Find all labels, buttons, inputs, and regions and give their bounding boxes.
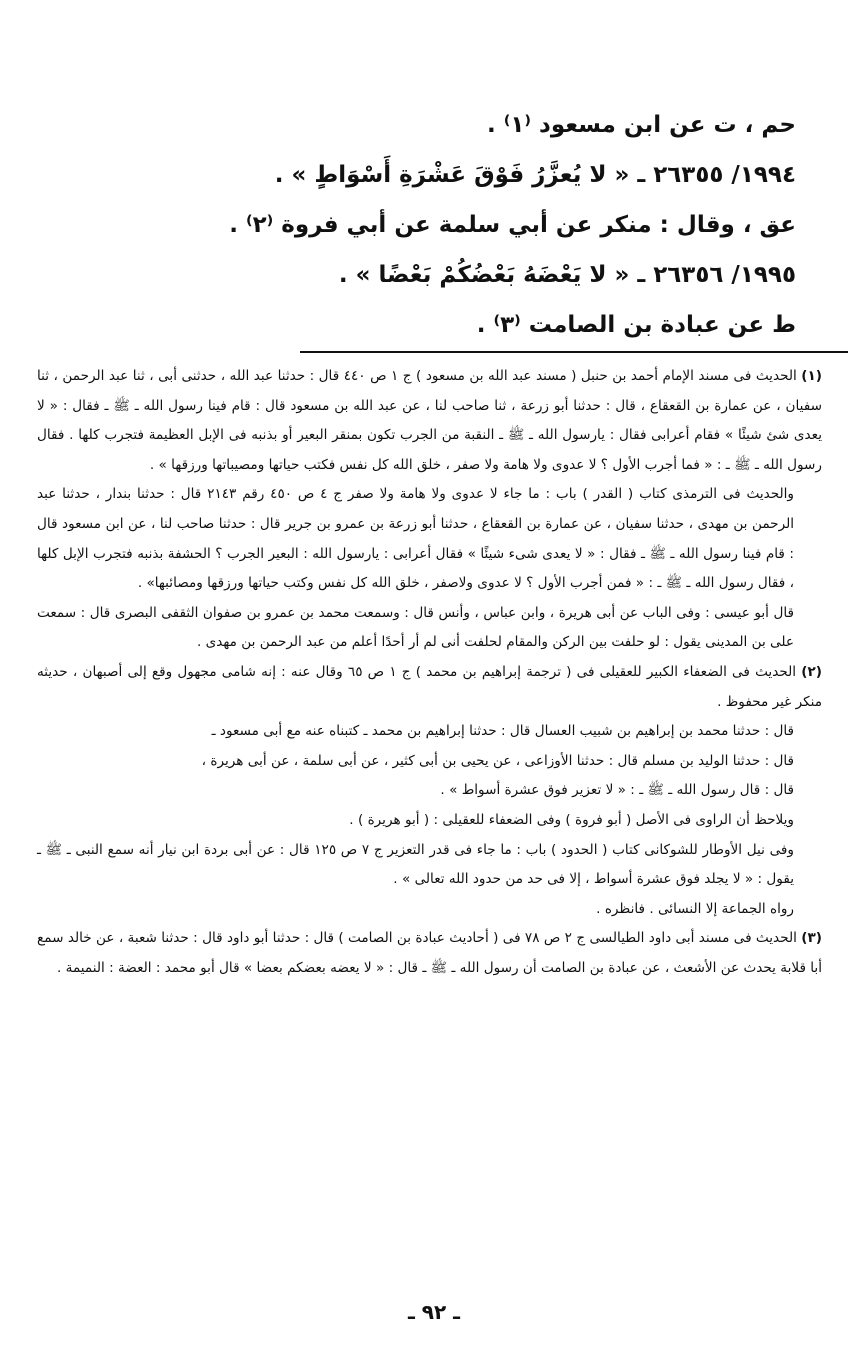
- footnote-text: قال : حدثنا الوليد بن مسلم قال : حدثنا الأوزاعى ، عن يحيى بن أبى كثير ، عن أبى سلمة ، عن أبى هريرة ،: [201, 752, 794, 769]
- footnote-divider: [300, 351, 848, 353]
- footnote-paragraph: [37, 776, 822, 806]
- footnote-text: الحديث فى الضعفاء الكبير للعقيلى فى ( ترجمة إبراهيم بن محمد ) ج ١ ص ٦٥ وقال عنه : إنه شامى مجهول وقع إلى أصبهان ، حديثه منكر غير محفوظ .: [37, 663, 822, 710]
- hadith-1994: ١٩٩٤/ ٢٦٣٥٥ ـ « لا يُعزَّرُ فَوْقَ عَشْرَةِ أَسْوَاطٍ » .: [274, 162, 796, 188]
- footnote-paragraph: [37, 717, 822, 747]
- footnote-text: وفى نيل الأوطار للشوكانى كتاب ( الحدود ) باب : ما جاء فى قدر التعزير ج ٧ ص ١٢٥ قال : عن أبى بردة ابن نيار أنه سمع النبى ـ ﷺ ـ يقول : « لا يجلد فوق عشرة أسواط ، إلا فى حد من حدود الله تعالى » .: [37, 841, 794, 888]
- main-line-source-2: عق ، وقال : منكر عن أبي سلمة عن أبي فروة ⁽٢⁾ .: [229, 212, 796, 238]
- footnote-marker: (٢): [801, 663, 822, 680]
- hadith-1995: ١٩٩٥/ ٢٦٣٥٦ ـ « لا يَعْضَهُ بَعْضُكُمْ بَعْضًا » .: [338, 262, 796, 288]
- main-text: [76, 100, 796, 350]
- footnote-text: قال : حدثنا محمد بن إبراهيم بن شبيب العسال قال : حدثنا إبراهيم بن محمد ـ كتبناه عنه مع أبى مسعود ـ: [211, 723, 794, 740]
- footnote-marker: (١): [801, 368, 823, 384]
- footnote-text: ويلاحظ أن الراوى فى الأصل ( أبو فروة ) وفى الضعفاء للعقيلى : ( أبو هريرة ) .: [349, 811, 794, 828]
- footnote-2: [37, 658, 822, 717]
- footnotes: [37, 362, 822, 983]
- footnote-text: قال أبو عيسى : وفى الباب عن أبى هريرة ، وابن عباس ، وأنس قال : وسمعت محمد بن عمرو بن صفوان الثقفى البصرى قال : سمعت على بن المدينى يقول : لو حلفت بين الركن والمقام لحلفت أنى لم أر أحدًا أعلم من عبد الرحمن بن مهدى .: [37, 604, 794, 651]
- footnote-marker: (٣): [801, 930, 822, 947]
- footnote-paragraph: [37, 599, 822, 658]
- footnote-text: الحديث فى مسند الإمام أحمد بن حنبل ( مسند عبد الله بن مسعود ) ج ١ ص ٤٤٠ قال : حدثنا عبد الله ، حدثنى أبى ، ثنا عبد الرحمن ، ثنا سفيان ، عن عمارة بن القعقاع ، قال : حدثنا أبو زرعة ، ثنا صاحب لنا ، عن عبد الله بن مسعود قال : قام فينا رسول الله ـ ﷺ ـ فقال : « لا يعدى شئ شيئًا » فقام أعرابى فقال : يارسول الله ـ ﷺ ـ النقبة من الجرب تكون بمنقر البعير أو بذنبه فى الإبل العظيمة فتجرب كلها . فقال رسول الله ـ ﷺ ـ : « فما أجرب الأول ؟ لا عدوى ولا هامة ولا صفر ، خلق الله كل نفس فكتب حياتها ومصيباتها ورزقها » .: [37, 368, 822, 473]
- footnote-paragraph: [37, 806, 822, 836]
- footnote-text: قال : قال رسول الله ـ ﷺ ـ : « لا تعزير فوق عشرة أسواط » .: [440, 782, 794, 799]
- main-line-source-1: حم ، ت عن ابن مسعود ⁽١⁾ .: [486, 112, 796, 138]
- footnote-text: رواه الجماعة إلا النسائى . فانظره .: [596, 900, 794, 917]
- footnote-paragraph: [37, 480, 822, 598]
- footnote-text: الحديث فى مسند أبى داود الطيالسى ج ٢ ص ٧٨ فى ( أحاديث عبادة بن الصامت ) قال : حدثنا أبو داود قال : حدثنا شعبة ، عن خالد سمع أبا قلابة يحدث عن الأشعث ، عن عبادة بن الصامت أن رسول الله ـ ﷺ ـ قال : « لا يعضه بعضكم بعضا » قال أبو محمد : العضة : النميمة .: [37, 930, 822, 976]
- footnote-1: [37, 362, 822, 480]
- footnote-paragraph: [37, 895, 822, 925]
- footnote-text: والحديث فى الترمذى كتاب ( القدر ) باب : ما جاء لا عدوى ولا هامة ولا صفر ج ٤ ص ٤٥٠ رقم ٢١٤٣ قال : حدثنا بندار ، حدثنا عبد الرحمن بن مهدى ، حدثنا سفيان ، عن عمارة بن القعقاع ، حدثنا أبو زرعة بن عمرو بن جرير قال : حدثنا صاحب لنا ، عن ابن مسعود قال : قام فينا رسول الله ـ ﷺ ـ فقال : « لا يعدى شىء شيئًا » فقال أعرابى : يارسول الله : البعير الجرب ؟ الحشفة بذنبه فتجرب الإبل كلها ، فقال رسول الله ـ ﷺ ـ : « فمن أجرب الأول ؟ لا عدوى ولاصفر ، خلق الله كل نفس وكتب حياتها ورزقها ومصائبها» .: [37, 486, 794, 592]
- page-number: ـ ٩٢ ـ: [407, 1300, 461, 1324]
- main-line-source-3: ط عن عبادة بن الصامت ⁽٣⁾ .: [476, 312, 796, 338]
- footnote-paragraph: [37, 836, 822, 895]
- footnote-3: [37, 924, 822, 983]
- footnote-paragraph: [37, 747, 822, 777]
